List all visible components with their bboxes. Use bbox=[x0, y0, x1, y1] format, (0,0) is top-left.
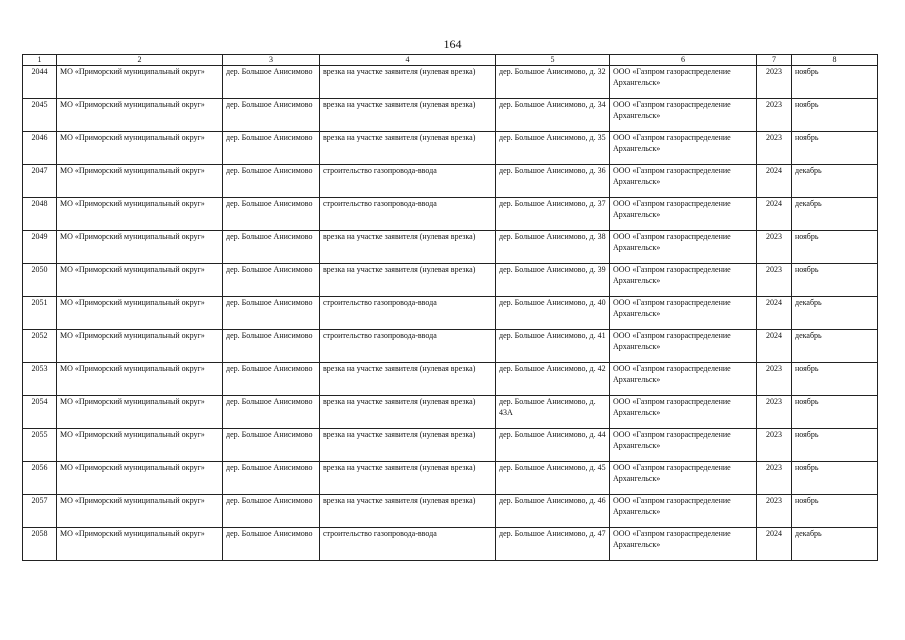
work-type-cell: врезка на участке заявителя (нулевая врезка) bbox=[320, 99, 496, 132]
row-number: 2055 bbox=[23, 429, 57, 462]
address-cell: дер. Большое Анисимово, д. 47 bbox=[496, 528, 610, 561]
table-row bbox=[23, 528, 878, 561]
work-type-cell: строительство газопровода-ввода bbox=[320, 528, 496, 561]
municipality-cell: МО «Приморский муниципальный округ» bbox=[57, 66, 223, 99]
year-cell: 2023 bbox=[757, 495, 792, 528]
municipality-cell: МО «Приморский муниципальный округ» bbox=[57, 528, 223, 561]
work-type-cell: врезка на участке заявителя (нулевая врезка) bbox=[320, 429, 496, 462]
settlement-cell: дер. Большое Анисимово bbox=[223, 66, 320, 99]
address-cell: дер. Большое Анисимово, д. 45 bbox=[496, 462, 610, 495]
organization-cell: ООО «Газпром газораспределение Архангельск» bbox=[610, 396, 757, 429]
row-number: 2049 bbox=[23, 231, 57, 264]
address-cell: дер. Большое Анисимово, д. 35 bbox=[496, 132, 610, 165]
organization-cell: ООО «Газпром газораспределение Архангельск» bbox=[610, 165, 757, 198]
work-type-cell: строительство газопровода-ввода bbox=[320, 297, 496, 330]
municipality-cell: МО «Приморский муниципальный округ» bbox=[57, 396, 223, 429]
column-header: 1 bbox=[23, 55, 57, 66]
organization-cell: ООО «Газпром газораспределение Архангельск» bbox=[610, 99, 757, 132]
address-cell: дер. Большое Анисимово, д. 32 bbox=[496, 66, 610, 99]
municipality-cell: МО «Приморский муниципальный округ» bbox=[57, 198, 223, 231]
year-cell: 2023 bbox=[757, 363, 792, 396]
work-type-cell: строительство газопровода-ввода bbox=[320, 330, 496, 363]
work-type-cell: врезка на участке заявителя (нулевая врезка) bbox=[320, 66, 496, 99]
row-number: 2056 bbox=[23, 462, 57, 495]
municipality-cell: МО «Приморский муниципальный округ» bbox=[57, 99, 223, 132]
table-row bbox=[23, 99, 878, 132]
row-number: 2053 bbox=[23, 363, 57, 396]
row-number: 2051 bbox=[23, 297, 57, 330]
organization-cell: ООО «Газпром газораспределение Архангельск» bbox=[610, 66, 757, 99]
gasification-table bbox=[22, 54, 878, 561]
year-cell: 2023 bbox=[757, 231, 792, 264]
column-header: 6 bbox=[610, 55, 757, 66]
month-cell: ноябрь bbox=[792, 495, 878, 528]
address-cell: дер. Большое Анисимово, д. 37 bbox=[496, 198, 610, 231]
month-cell: декабрь bbox=[792, 330, 878, 363]
row-number: 2045 bbox=[23, 99, 57, 132]
row-number: 2046 bbox=[23, 132, 57, 165]
municipality-cell: МО «Приморский муниципальный округ» bbox=[57, 132, 223, 165]
table-row bbox=[23, 297, 878, 330]
settlement-cell: дер. Большое Анисимово bbox=[223, 297, 320, 330]
month-cell: декабрь bbox=[792, 198, 878, 231]
organization-cell: ООО «Газпром газораспределение Архангельск» bbox=[610, 231, 757, 264]
organization-cell: ООО «Газпром газораспределение Архангельск» bbox=[610, 330, 757, 363]
year-cell: 2023 bbox=[757, 132, 792, 165]
municipality-cell: МО «Приморский муниципальный округ» bbox=[57, 462, 223, 495]
month-cell: декабрь bbox=[792, 528, 878, 561]
table-row bbox=[23, 165, 878, 198]
year-cell: 2023 bbox=[757, 462, 792, 495]
organization-cell: ООО «Газпром газораспределение Архангельск» bbox=[610, 429, 757, 462]
organization-cell: ООО «Газпром газораспределение Архангельск» bbox=[610, 264, 757, 297]
table-row bbox=[23, 363, 878, 396]
row-number: 2057 bbox=[23, 495, 57, 528]
table-row bbox=[23, 132, 878, 165]
organization-cell: ООО «Газпром газораспределение Архангельск» bbox=[610, 528, 757, 561]
column-header: 2 bbox=[57, 55, 223, 66]
settlement-cell: дер. Большое Анисимово bbox=[223, 462, 320, 495]
year-cell: 2024 bbox=[757, 165, 792, 198]
settlement-cell: дер. Большое Анисимово bbox=[223, 528, 320, 561]
row-number: 2044 bbox=[23, 66, 57, 99]
year-cell: 2023 bbox=[757, 66, 792, 99]
year-cell: 2024 bbox=[757, 528, 792, 561]
month-cell: ноябрь bbox=[792, 99, 878, 132]
organization-cell: ООО «Газпром газораспределение Архангельск» bbox=[610, 132, 757, 165]
address-cell: дер. Большое Анисимово, д. 40 bbox=[496, 297, 610, 330]
year-cell: 2023 bbox=[757, 99, 792, 132]
organization-cell: ООО «Газпром газораспределение Архангельск» bbox=[610, 462, 757, 495]
column-header: 4 bbox=[320, 55, 496, 66]
work-type-cell: врезка на участке заявителя (нулевая врезка) bbox=[320, 462, 496, 495]
municipality-cell: МО «Приморский муниципальный округ» bbox=[57, 495, 223, 528]
table-row bbox=[23, 66, 878, 99]
municipality-cell: МО «Приморский муниципальный округ» bbox=[57, 264, 223, 297]
work-type-cell: врезка на участке заявителя (нулевая врезка) bbox=[320, 231, 496, 264]
column-header: 3 bbox=[223, 55, 320, 66]
year-cell: 2023 bbox=[757, 396, 792, 429]
organization-cell: ООО «Газпром газораспределение Архангельск» bbox=[610, 363, 757, 396]
month-cell: ноябрь bbox=[792, 462, 878, 495]
year-cell: 2024 bbox=[757, 297, 792, 330]
table-row bbox=[23, 396, 878, 429]
address-cell: дер. Большое Анисимово, д. 43А bbox=[496, 396, 610, 429]
address-cell: дер. Большое Анисимово, д. 41 bbox=[496, 330, 610, 363]
table-row bbox=[23, 198, 878, 231]
address-cell: дер. Большое Анисимово, д. 36 bbox=[496, 165, 610, 198]
table-row bbox=[23, 231, 878, 264]
work-type-cell: строительство газопровода-ввода bbox=[320, 165, 496, 198]
month-cell: декабрь bbox=[792, 165, 878, 198]
month-cell: ноябрь bbox=[792, 396, 878, 429]
row-number: 2052 bbox=[23, 330, 57, 363]
address-cell: дер. Большое Анисимово, д. 46 bbox=[496, 495, 610, 528]
table-row bbox=[23, 264, 878, 297]
work-type-cell: врезка на участке заявителя (нулевая врезка) bbox=[320, 363, 496, 396]
year-cell: 2023 bbox=[757, 264, 792, 297]
address-cell: дер. Большое Анисимово, д. 44 bbox=[496, 429, 610, 462]
row-number: 2054 bbox=[23, 396, 57, 429]
settlement-cell: дер. Большое Анисимово bbox=[223, 363, 320, 396]
organization-cell: ООО «Газпром газораспределение Архангельск» bbox=[610, 297, 757, 330]
settlement-cell: дер. Большое Анисимово bbox=[223, 330, 320, 363]
work-type-cell: врезка на участке заявителя (нулевая врезка) bbox=[320, 396, 496, 429]
year-cell: 2024 bbox=[757, 198, 792, 231]
row-number: 2058 bbox=[23, 528, 57, 561]
header-row bbox=[23, 55, 878, 66]
table-row bbox=[23, 330, 878, 363]
row-number: 2048 bbox=[23, 198, 57, 231]
municipality-cell: МО «Приморский муниципальный округ» bbox=[57, 363, 223, 396]
row-number: 2050 bbox=[23, 264, 57, 297]
organization-cell: ООО «Газпром газораспределение Архангельск» bbox=[610, 198, 757, 231]
page-number: 164 bbox=[443, 37, 462, 51]
municipality-cell: МО «Приморский муниципальный округ» bbox=[57, 429, 223, 462]
month-cell: ноябрь bbox=[792, 264, 878, 297]
settlement-cell: дер. Большое Анисимово bbox=[223, 99, 320, 132]
settlement-cell: дер. Большое Анисимово bbox=[223, 165, 320, 198]
work-type-cell: врезка на участке заявителя (нулевая врезка) bbox=[320, 132, 496, 165]
month-cell: ноябрь bbox=[792, 66, 878, 99]
month-cell: ноябрь bbox=[792, 231, 878, 264]
settlement-cell: дер. Большое Анисимово bbox=[223, 198, 320, 231]
table-row bbox=[23, 429, 878, 462]
settlement-cell: дер. Большое Анисимово bbox=[223, 231, 320, 264]
organization-cell: ООО «Газпром газораспределение Архангельск» bbox=[610, 495, 757, 528]
address-cell: дер. Большое Анисимово, д. 42 bbox=[496, 363, 610, 396]
municipality-cell: МО «Приморский муниципальный округ» bbox=[57, 231, 223, 264]
settlement-cell: дер. Большое Анисимово bbox=[223, 495, 320, 528]
municipality-cell: МО «Приморский муниципальный округ» bbox=[57, 330, 223, 363]
month-cell: ноябрь bbox=[792, 132, 878, 165]
column-header: 5 bbox=[496, 55, 610, 66]
table-row bbox=[23, 495, 878, 528]
month-cell: декабрь bbox=[792, 297, 878, 330]
year-cell: 2024 bbox=[757, 330, 792, 363]
year-cell: 2023 bbox=[757, 429, 792, 462]
work-type-cell: врезка на участке заявителя (нулевая врезка) bbox=[320, 264, 496, 297]
settlement-cell: дер. Большое Анисимово bbox=[223, 132, 320, 165]
column-header: 8 bbox=[792, 55, 878, 66]
address-cell: дер. Большое Анисимово, д. 38 bbox=[496, 231, 610, 264]
column-header: 7 bbox=[757, 55, 792, 66]
address-cell: дер. Большое Анисимово, д. 39 bbox=[496, 264, 610, 297]
municipality-cell: МО «Приморский муниципальный округ» bbox=[57, 165, 223, 198]
table-row bbox=[23, 462, 878, 495]
work-type-cell: врезка на участке заявителя (нулевая врезка) bbox=[320, 495, 496, 528]
month-cell: ноябрь bbox=[792, 429, 878, 462]
row-number: 2047 bbox=[23, 165, 57, 198]
work-type-cell: строительство газопровода-ввода bbox=[320, 198, 496, 231]
address-cell: дер. Большое Анисимово, д. 34 bbox=[496, 99, 610, 132]
settlement-cell: дер. Большое Анисимово bbox=[223, 396, 320, 429]
settlement-cell: дер. Большое Анисимово bbox=[223, 429, 320, 462]
settlement-cell: дер. Большое Анисимово bbox=[223, 264, 320, 297]
month-cell: ноябрь bbox=[792, 363, 878, 396]
municipality-cell: МО «Приморский муниципальный округ» bbox=[57, 297, 223, 330]
